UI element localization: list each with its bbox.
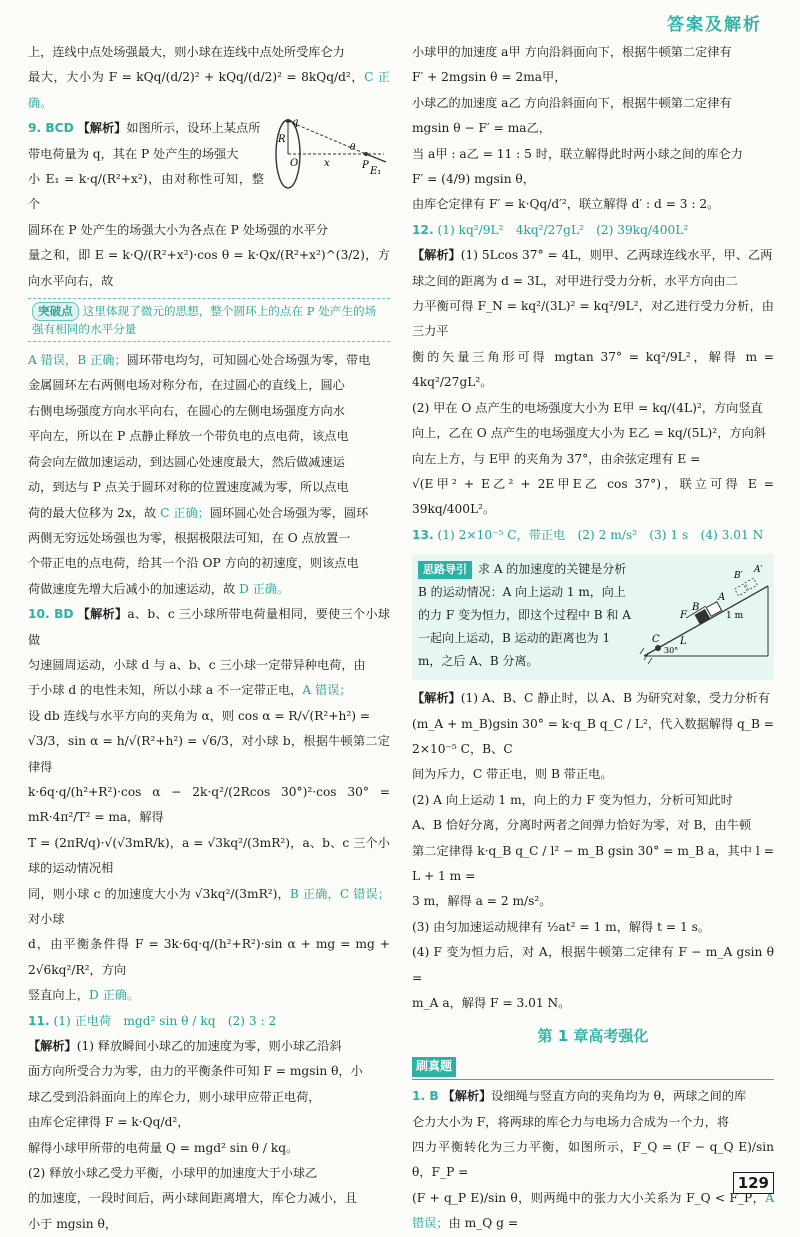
- label-x: x: [324, 158, 330, 170]
- text-span: (F + q_P E)/sin θ，则两绳中的张力大小关系为 F_Q < F_P，: [412, 1190, 766, 1205]
- text-line: 3 m，解得 a = 2 m/s²。: [412, 894, 552, 909]
- text-span: 圆环圆心处合场强为零，圆环: [209, 505, 369, 520]
- ring-figure: [266, 116, 390, 192]
- text-line: [412, 243, 774, 268]
- label-1m: 1 m: [726, 611, 744, 622]
- verdict: A 错误，: [28, 353, 78, 368]
- analysis-tag: 【解析】: [28, 1039, 77, 1054]
- text-line: [28, 501, 390, 526]
- guide-text: 求 A 的加速度的关键是分析 B 的运动情况：A 向上运动 1 m，向上的力 F 变为恒力，即这个过程中 B 和 A 一起向上运动，B 运动的距离也为 1 m，之后 A、B 分离。: [418, 562, 631, 669]
- question-11: [28, 1009, 390, 1237]
- text-line: 平向左，所以在 P 点静止释放一个带负电的点电荷，该点电: [28, 429, 349, 444]
- guide-badge: 思路导引: [418, 561, 472, 579]
- text-line: 上，连线中点处场强最大，则小球在连线中点处所受库仑力: [28, 45, 345, 59]
- text-line: F′ = (4/9) mgsin θ，: [412, 172, 535, 187]
- verdict: C 正确。: [28, 70, 390, 110]
- text-line: 匀速圆周运动，小球 d 与 a、b、c 三小球一定带异种电荷，由: [28, 657, 366, 672]
- header-title: 答案及解析: [667, 15, 762, 35]
- question-12: [412, 218, 774, 523]
- text-line: 当 a甲 : a乙 = 11 : 5 时，联立解得此时两小球之间的库仑力: [412, 146, 743, 161]
- question-13: [412, 523, 774, 1017]
- text-line: 两侧无穷远处场强也为零，根据极限法可知，在 O 点放置一: [28, 530, 351, 545]
- text-line: mgsin θ − F′ = ma乙，: [412, 121, 551, 136]
- text-line: 小球甲的加速度 a甲 方向沿斜面向下，根据牛顿第二定律有: [412, 45, 732, 59]
- question-number: 11.: [28, 1013, 50, 1028]
- verdict: D 正确。: [239, 581, 290, 596]
- text-line: (2) 甲在 O 点产生的电场强度大小为 E甲 = kq/(4L)²，方向竖直: [412, 400, 763, 415]
- text-line: 小于 mgsin θ，: [28, 1216, 118, 1231]
- block-bp: [735, 584, 748, 596]
- label-c: C: [652, 634, 660, 646]
- charge-c: [655, 645, 661, 651]
- answer-summary: (1) kq²/9L² 4kq²/27gL² (2) 39kq/400L²: [437, 222, 689, 237]
- text-line: 第二定律得 k·q_B q_C / l² − m_B gsin 30° = m_B a，其中 l = L + 1 m =: [412, 843, 774, 883]
- text-line: (m_A + m_B)gsin 30° = k·q_B q_C / L²，代入数据解得 q_B = 2×10⁻⁵ C，B、C: [412, 716, 774, 756]
- text-line: [28, 602, 390, 653]
- label-f: F: [680, 610, 687, 622]
- section-title: 第 1 章高考强化: [537, 1027, 649, 1046]
- text-line: √3/3，sin α = h/√(R²+h²) = √6/3，对小球 b，根据牛顿第二定律得: [28, 734, 390, 774]
- verdict: C 正确；: [160, 505, 210, 520]
- text-span: 同，则小球 c 的加速度大小为 √3kq²/(3mR²)，: [28, 886, 290, 901]
- text-line: 间为斥力，C 带正电，则 B 带正电。: [412, 767, 613, 782]
- question-number: 1. B: [412, 1089, 439, 1104]
- text-line: 金属圆环左右两侧电场对称分布，在过圆心的直线上，圆心: [28, 378, 345, 393]
- label-e1: E₁: [370, 166, 382, 178]
- text-span: 竖直向上，: [28, 988, 89, 1003]
- text-line: [412, 1186, 774, 1237]
- question-number: 9. BCD: [28, 121, 74, 136]
- text-line: 带电荷量为 q，其在 P 处产生的场强大: [28, 146, 239, 161]
- guide-text-block: [418, 558, 633, 673]
- label-b: B: [692, 602, 700, 614]
- text-line: 四力平衡转化为三力平衡，如图所示，F_Q = (F − q_Q E)/sin θ，F_P =: [412, 1140, 774, 1180]
- text-span: 圆环带电均匀，可知圆心处合场强为零，带电: [126, 353, 371, 368]
- question-number: 10. BD: [28, 607, 74, 622]
- analysis-tag: 【解析】: [77, 121, 127, 136]
- verdict: A 错误；: [302, 683, 352, 698]
- zhenti-badge-char: 刷: [416, 1058, 429, 1073]
- analysis-tag: 【解析】: [77, 607, 128, 622]
- text-span: (1) 释放瞬间小球乙的加速度为零，则小球乙沿斜: [76, 1039, 342, 1054]
- label-r: R: [278, 134, 286, 146]
- question-number: 13.: [412, 527, 434, 542]
- analysis-tag: 【解析】: [442, 1089, 492, 1104]
- text-line: 球乙受到沿斜面向上的库仑力，则小球甲应带正电荷，: [28, 1089, 321, 1104]
- text-line: 仑力大小为 F，将两球的库仑力与电场力合成为一个力，将: [412, 1114, 730, 1129]
- text-span: 由 m_Q g =: [448, 1216, 519, 1231]
- text-span: 设细绳与竖直方向的夹角均为 θ，两球之间的库: [491, 1089, 747, 1104]
- text-span: 最大，大小为 F =: [28, 70, 137, 85]
- text-span: 如图所示，设环上某点所: [126, 121, 261, 136]
- text-line: 力平衡可得 F_N = kq²/(3L)² = kq²/9L²，对乙进行受力分析，由三力平: [412, 299, 774, 339]
- text-line: [412, 523, 774, 548]
- text-line: 向左上方，与 E甲 的夹角为 37°，由余弦定理有 E =: [412, 451, 701, 466]
- field-arrow: [366, 154, 386, 162]
- text-line: A、B 恰好分离，分离时两者之间弹力恰好为零，对 B，由牛顿: [412, 818, 752, 833]
- zhenti-bar: [412, 1054, 774, 1080]
- text-line: [28, 983, 390, 1008]
- text-line: 右侧电场强度方向水平向右，在圆心的左侧电场强度方向水: [28, 403, 345, 418]
- label-q: q: [292, 117, 299, 129]
- text-line: 面方向所受合力为零，由力的平衡条件可知 F = mgsin θ，小: [28, 1064, 363, 1079]
- text-line: (2) 释放小球乙受力平衡，小球甲的加速度大于小球乙: [28, 1166, 318, 1181]
- text-line: 的加速度，一段时间后，两小球间距离增大，库仑力减小，且: [28, 1191, 358, 1206]
- text-line: F′ + 2mgsin θ = 2ma甲，: [412, 70, 567, 85]
- thinking-guide-box: [412, 554, 774, 680]
- text-span: kQq/(d/2)² + kQq/(d/2)² = 8kQq/d²，: [136, 70, 365, 85]
- question-number: 12.: [412, 222, 434, 237]
- text-line: √(E甲² + E乙² + 2E甲E乙 cos 37°)，联立可得 E = 39kq/400L²。: [412, 476, 774, 517]
- text-line: d，由平衡条件得 F = 3k·6q·q/(h²+R²)·sin α + mg = mg + 2√6kq²/R²，方向: [28, 937, 390, 977]
- label-l: L: [680, 636, 687, 648]
- text-line: T = (2πR/q)·√(√3mR/k)，a = √3kq²/(3mR²)，a、b、c 三个小球的运动情况相: [28, 835, 390, 876]
- label-o: O: [290, 158, 299, 170]
- incline-figure: [634, 556, 772, 668]
- question-10: [28, 602, 390, 1009]
- text-line: 由库仑定律得 F = k·Qq/d²，: [28, 1115, 190, 1130]
- text-span: (1) 5Lcos 37° = 4L，则甲、乙两球连线水平，甲、乙两: [460, 248, 773, 263]
- tip-text: 这里体现了微元的思想，整个圆环上的点在 P 处产生的场强有相同的水平分量: [32, 304, 377, 337]
- label-angle: 30°: [664, 646, 679, 656]
- text-line: 荷会向左做加速运动，到达圆心处速度最大，然后做减速运: [28, 454, 345, 469]
- text-line: m_A a，解得 F = 3.01 N。: [412, 996, 571, 1010]
- label-p: P: [362, 160, 369, 172]
- text-line: k·6q·q/(h²+R²)·cos α − 2k·q²/(2Rcos 30°)²·cos 30° = mR·4π²/T² = ma，解得: [28, 784, 390, 825]
- tip-badge: 突破点: [32, 302, 79, 321]
- analysis-tag: 【解析】: [412, 691, 461, 706]
- text-line: 圆环在 P 处产生的场强大小为各点在 P 处场强的水平分: [28, 222, 329, 237]
- page-number: 129: [733, 1172, 774, 1194]
- text-line: [28, 1009, 390, 1034]
- verdict: B 正确；: [77, 353, 127, 368]
- text-line: 量之和，即 E = k·Q/(R²+x²)·cos θ = k·Qx/(R²+x²)^(3/2)，方向水平向右，故: [28, 248, 390, 288]
- text-span: 于小球 d 的电性未知，所以小球 a 不一定带正电，: [28, 683, 303, 698]
- answer-summary: (1) 2×10⁻⁵ C，带正电 (2) 2 m/s² (3) 1 s (4) 3.01 N: [437, 527, 764, 542]
- label-bp: B′: [734, 571, 743, 582]
- text-line: [412, 218, 774, 243]
- verdict: B 正确，C 错误；: [289, 886, 390, 901]
- zhenti-label: 真题: [428, 1058, 453, 1073]
- left-column: [28, 40, 390, 1237]
- text-line: (4) F 变为恒力后，对 A，根据牛顿第二定律有 F − m_A gsin θ =: [412, 945, 774, 985]
- label-a: A: [718, 592, 726, 604]
- analysis-tag: 【解析】: [412, 248, 461, 263]
- verdict: A 错误；: [412, 1190, 774, 1231]
- block-ap: [745, 578, 758, 590]
- text-line: 小 E₁ = k·q/(R²+x²)，由对称性可知，整个: [28, 172, 264, 212]
- text-line: 衡的矢量三角形可得 mgtan 37° = kq²/9L²，解得 m = 4kq²/27gL²。: [412, 349, 774, 390]
- text-span: a、b、c 三小球所带电荷量相同，要使三个小球做: [28, 607, 391, 647]
- text-line: 小球乙的加速度 a乙 方向沿斜面向下，根据牛顿第二定律有: [412, 95, 732, 110]
- text-line: 个带正电的点电荷，给其一个沿 OP 方向的初速度，则该点电: [28, 556, 359, 571]
- text-line: 动，到达与 P 点关于圆环对称的位置速度减为零，所以点电: [28, 480, 349, 495]
- question-9: [28, 116, 390, 602]
- text-line: 解得小球甲所带的电荷量 Q = mgd² sin θ / kq。: [28, 1140, 299, 1155]
- text-span: 对小球: [28, 912, 65, 926]
- label-theta: θ: [350, 143, 356, 154]
- text-line: [412, 686, 774, 711]
- text-line: [28, 577, 390, 602]
- text-line: [28, 348, 390, 373]
- point-q: [286, 119, 290, 123]
- text-line: [28, 678, 390, 703]
- answer-summary: (1) 正电荷 mgd² sin θ / kq (2) 3 : 2: [53, 1013, 277, 1028]
- text-span: 荷做速度先增大后减小的加速运动，故: [28, 581, 240, 596]
- point-p: [364, 152, 368, 156]
- zhenti-badge: [412, 1057, 456, 1077]
- text-line: 向上，乙在 O 点产生的电场强度大小为 E乙 = kq/(5L)²，方向斜: [412, 426, 766, 441]
- text-line: [28, 882, 390, 933]
- text-line: [412, 1084, 774, 1109]
- text-span: 荷的最大位移为 2x，故: [28, 505, 161, 520]
- text-line: (2) A 向上运动 1 m，向上的力 F 变为恒力，分析可知此时: [412, 792, 733, 807]
- text-line: 球之间的距离为 d = 3L，对甲进行受力分析，水平方向由二: [412, 273, 738, 288]
- text-line: (3) 由匀加速运动规律有 ½at² = 1 m，解得 t = 1 s。: [412, 919, 711, 934]
- right-column: [412, 40, 774, 1237]
- text-line: [28, 1034, 390, 1059]
- text-line: 由库仑定律有 F′ = k·Qq/d′²，联立解得 d′ : d = 3 : 2。: [412, 197, 720, 212]
- text-span: (1) A、B、C 静止时，以 A、B 为研究对象，受力分析有: [460, 691, 770, 706]
- real-question-1: [412, 1084, 774, 1236]
- label-ap: A′: [754, 565, 763, 576]
- text-line: [28, 65, 390, 116]
- text-line: 设 db 连线与水平方向的夹角为 α，则 cos α = R/√(R²+h²) =: [28, 708, 371, 723]
- tip-box: [28, 298, 390, 342]
- verdict: D 正确。: [88, 988, 140, 1003]
